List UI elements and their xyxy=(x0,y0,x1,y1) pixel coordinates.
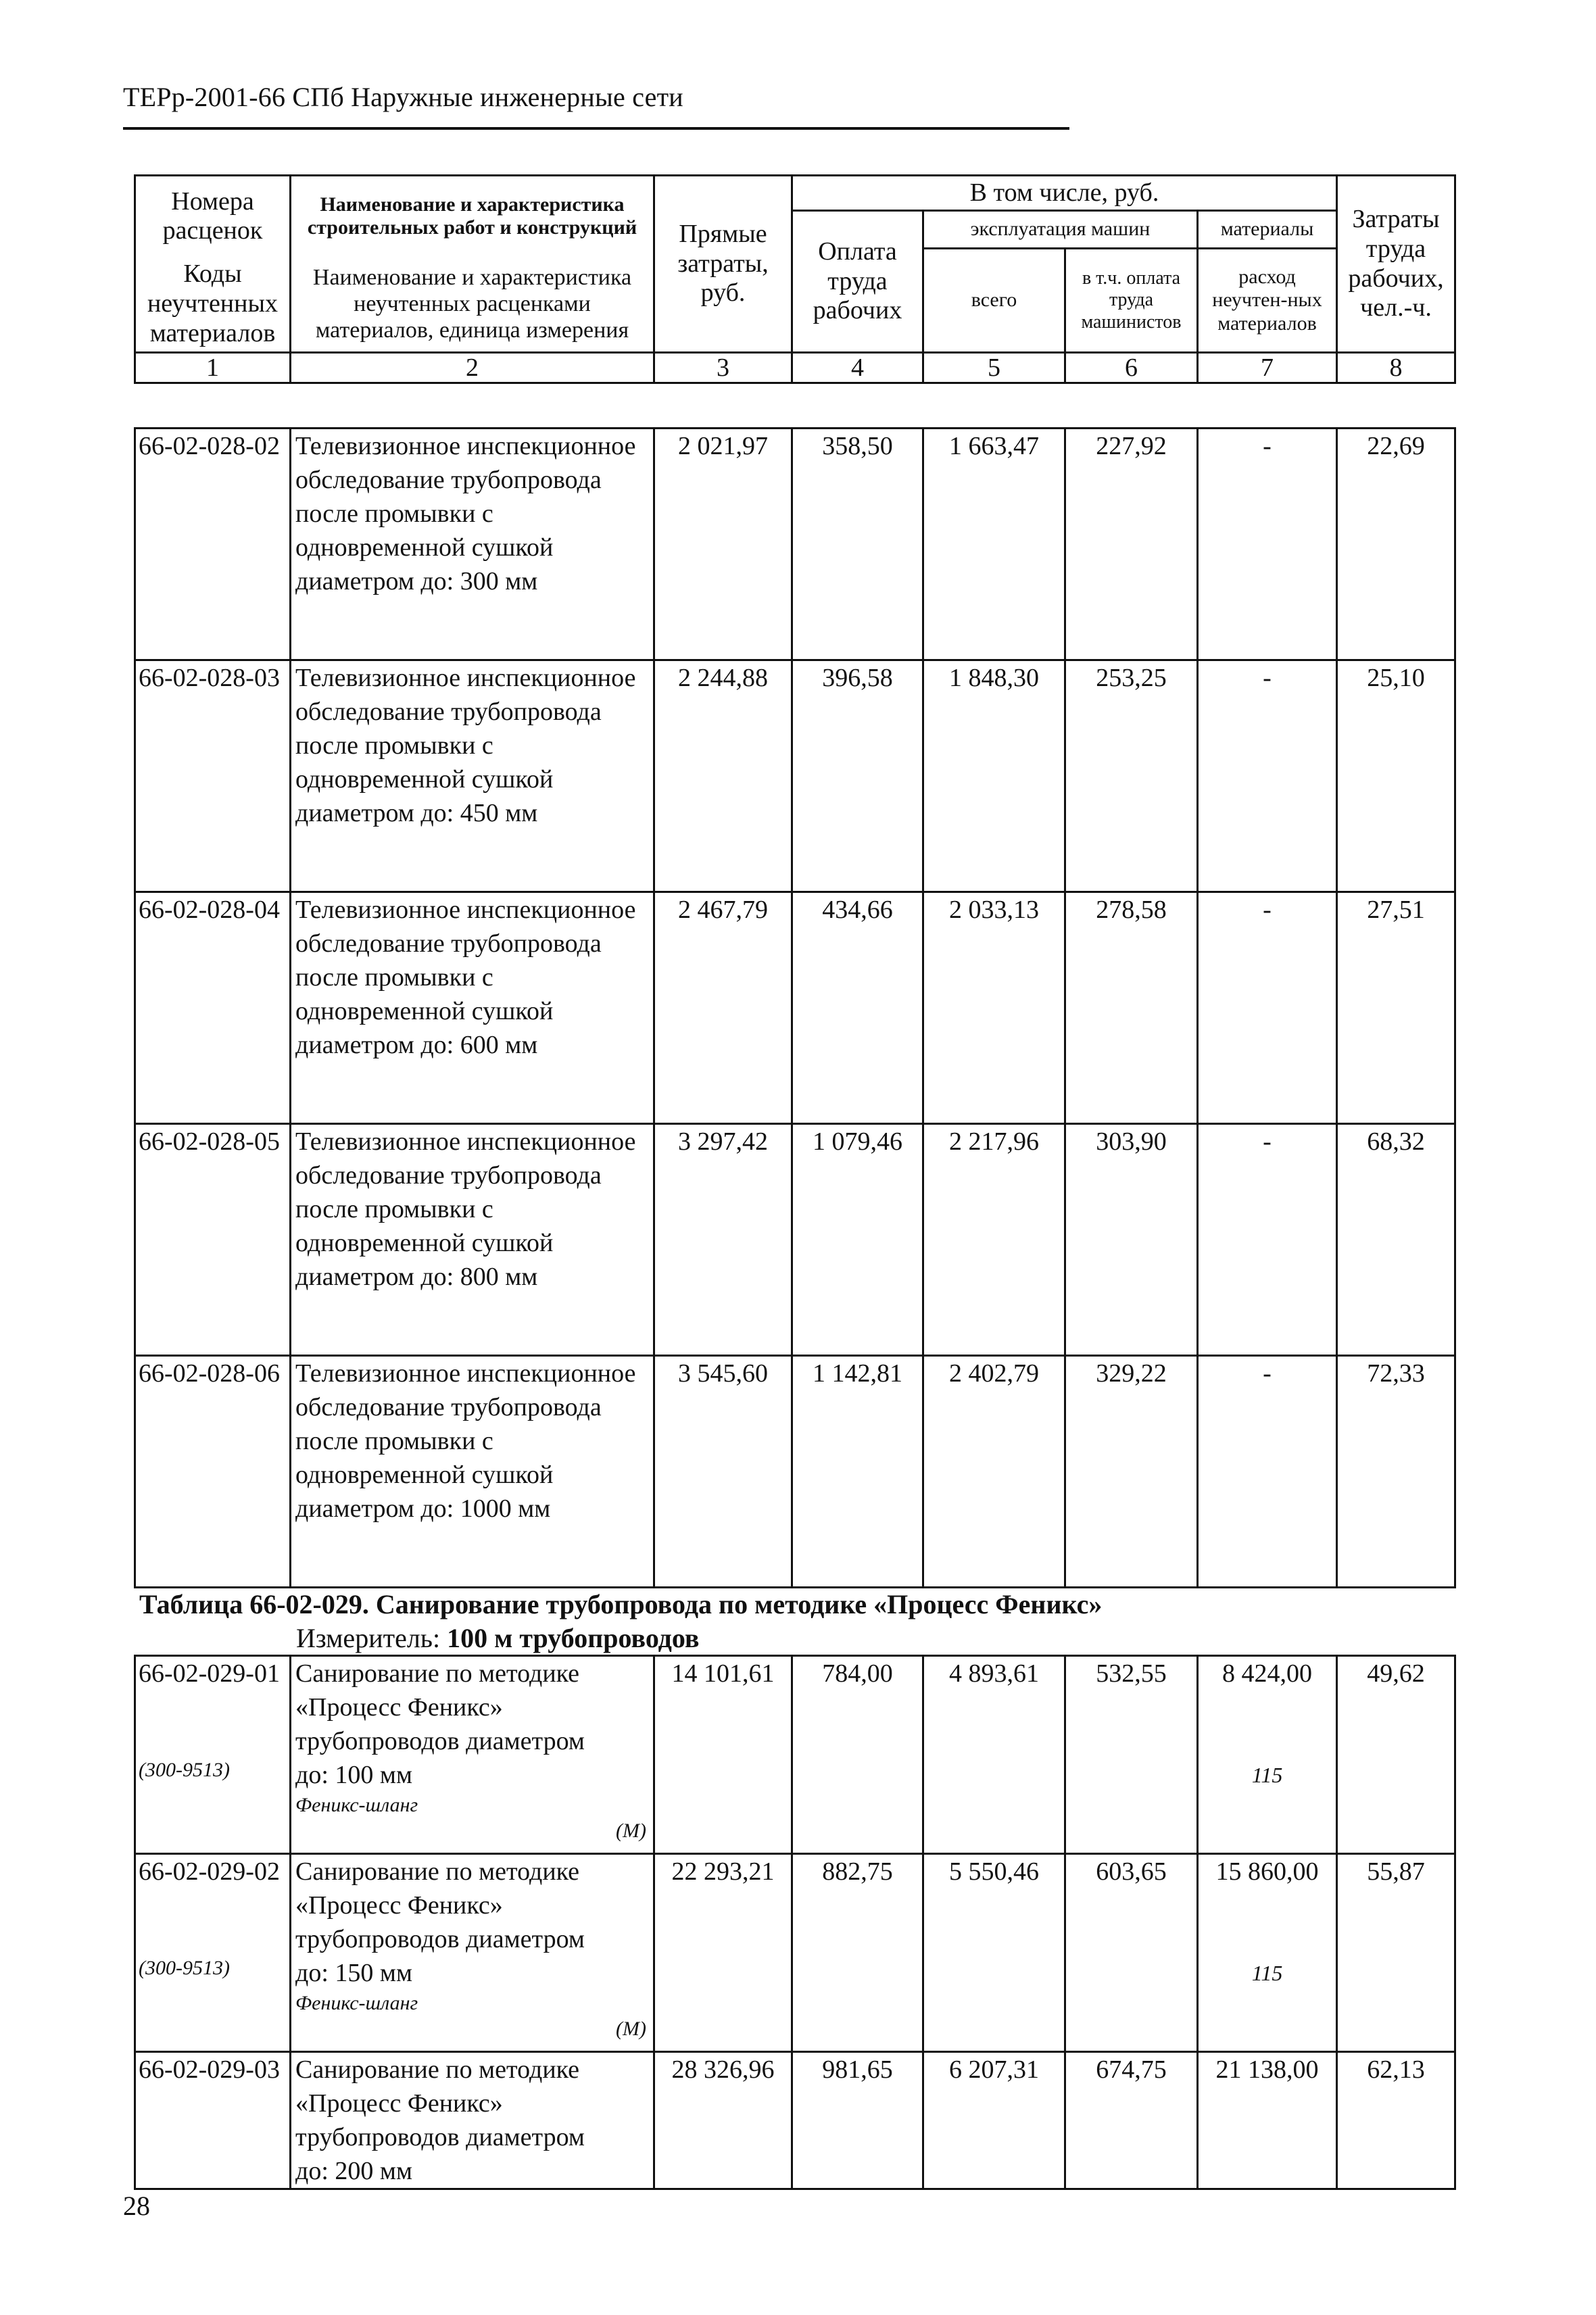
row-hours: 49,62 xyxy=(1337,1656,1455,1854)
row-direct: 3 297,42 xyxy=(654,1124,792,1356)
row-mach-total: 2 217,96 xyxy=(923,1124,1065,1356)
header-col8: Затраты труда рабочих, чел.-ч. xyxy=(1337,176,1455,353)
row-mach-labor: 603,65 xyxy=(1065,1854,1198,2052)
row-labor: 1 142,81 xyxy=(792,1356,923,1588)
material-qty: 115 xyxy=(1251,1961,1283,1985)
row-name: Телевизионное инспекционное обследование трубопровода после промывки с одновременной сушкой диаметром до: 300 мм xyxy=(291,429,654,660)
row-hours: 62,13 xyxy=(1337,2052,1455,2189)
row-hours: 55,87 xyxy=(1337,1854,1455,2052)
material-qty: 115 xyxy=(1251,1763,1283,1787)
col-number: 5 xyxy=(923,353,1065,383)
row-name: Санирование по методике «Процесс Феникс» трубопроводов диаметром до: 200 мм xyxy=(291,2052,654,2189)
row-labor: 981,65 xyxy=(792,2052,923,2189)
header-col5: всего xyxy=(923,249,1065,353)
page-number: 28 xyxy=(123,2191,150,2221)
header-col2-top: Наименование и характеристика строительных работ и конструкций xyxy=(291,176,654,257)
row-labor: 396,58 xyxy=(792,660,923,892)
table-row xyxy=(135,429,1455,660)
row-materials: - xyxy=(1198,1124,1337,1356)
row-mach-total: 2 033,13 xyxy=(923,892,1065,1124)
row-materials: 15 860,00 xyxy=(1215,1857,1319,1886)
row-code: 66-02-029-02 xyxy=(139,1857,280,1886)
header-col6: в т.ч. оплата труда машинистов xyxy=(1065,249,1198,353)
row-hours: 27,51 xyxy=(1337,892,1455,1124)
header-col3: Прямые затраты, руб. xyxy=(654,176,792,353)
row-mach-total: 1 663,47 xyxy=(923,429,1065,660)
header-table xyxy=(134,174,1456,384)
row-code: 66-02-028-05 xyxy=(135,1124,291,1356)
header-col1-bottom: Коды неучтенных материалов xyxy=(135,257,291,353)
row-direct: 2 467,79 xyxy=(654,892,792,1124)
meter-label: Измеритель: xyxy=(296,1623,441,1653)
row-mach-labor: 532,55 xyxy=(1065,1656,1198,1854)
col-number: 4 xyxy=(792,353,923,383)
row-name: Телевизионное инспекционное обследование трубопровода после промывки с одновременной сушкой диаметром до: 600 мм xyxy=(291,892,654,1124)
col-number: 3 xyxy=(654,353,792,383)
table-row xyxy=(135,1656,1455,1854)
row-mach-labor: 674,75 xyxy=(1065,2052,1198,2189)
row-code: 66-02-029-01 xyxy=(139,1659,280,1688)
meter-value: 100 м трубопроводов xyxy=(447,1623,700,1653)
header-col1-top: Номера расценок xyxy=(135,176,291,257)
col-number: 1 xyxy=(135,353,291,383)
row-labor: 434,66 xyxy=(792,892,923,1124)
row-direct: 2 244,88 xyxy=(654,660,792,892)
row-materials: 8 424,00 xyxy=(1222,1659,1312,1688)
header-col7: расход неучтен-ных материалов xyxy=(1198,249,1337,353)
header-group: В том числе, руб. xyxy=(792,176,1337,211)
header-materials: материалы xyxy=(1198,211,1337,249)
row-mach-labor: 329,22 xyxy=(1065,1356,1198,1588)
material-unit: (М) xyxy=(616,1820,646,1842)
row-direct: 3 545,60 xyxy=(654,1356,792,1588)
material-code: (300-9513) xyxy=(139,1759,230,1781)
table-028 xyxy=(134,427,1456,1588)
row-code: 66-02-028-03 xyxy=(135,660,291,892)
row-code: 66-02-028-02 xyxy=(135,429,291,660)
header-machines: эксплуатация машин xyxy=(923,211,1198,249)
row-hours: 68,32 xyxy=(1337,1124,1455,1356)
row-mach-labor: 227,92 xyxy=(1065,429,1198,660)
table-row xyxy=(135,2052,1455,2189)
row-hours: 72,33 xyxy=(1337,1356,1455,1588)
row-name: Телевизионное инспекционное обследование трубопровода после промывки с одновременной сушкой диаметром до: 450 мм xyxy=(291,660,654,892)
row-hours: 22,69 xyxy=(1337,429,1455,660)
row-materials: 21 138,00 xyxy=(1198,2052,1337,2189)
header-col2-bottom: Наименование и характеристика неучтенных расценками материалов, единица измерения xyxy=(291,257,654,353)
row-direct: 22 293,21 xyxy=(654,1854,792,2052)
header-rule xyxy=(123,127,1069,130)
row-materials: - xyxy=(1198,1356,1337,1588)
material-name: Феникс-шланг xyxy=(295,1992,418,2014)
row-mach-total: 2 402,79 xyxy=(923,1356,1065,1588)
row-direct: 14 101,61 xyxy=(654,1656,792,1854)
header-col4: Оплата труда рабочих xyxy=(792,211,923,353)
row-mach-total: 5 550,46 xyxy=(923,1854,1065,2052)
row-labor: 1 079,46 xyxy=(792,1124,923,1356)
table-029 xyxy=(134,1655,1456,2190)
material-code: (300-9513) xyxy=(139,1957,230,1979)
row-mach-total: 6 207,31 xyxy=(923,2052,1065,2189)
material-unit: (М) xyxy=(616,2018,646,2040)
row-code: 66-02-028-04 xyxy=(135,892,291,1124)
row-materials: - xyxy=(1198,892,1337,1124)
row-hours: 25,10 xyxy=(1337,660,1455,892)
table-029-meter xyxy=(296,1622,700,1654)
col-number: 7 xyxy=(1198,353,1337,383)
row-name: Санирование по методике «Процесс Феникс» трубопроводов диаметром до: 150 мм xyxy=(295,1857,585,1987)
row-name: Телевизионное инспекционное обследование трубопровода после промывки с одновременной сушкой диаметром до: 800 мм xyxy=(291,1124,654,1356)
row-name: Телевизионное инспекционное обследование трубопровода после промывки с одновременной сушкой диаметром до: 1000 мм xyxy=(291,1356,654,1588)
row-materials: - xyxy=(1198,660,1337,892)
row-mach-labor: 303,90 xyxy=(1065,1124,1198,1356)
row-mach-total: 4 893,61 xyxy=(923,1656,1065,1854)
row-direct: 28 326,96 xyxy=(654,2052,792,2189)
row-code: 66-02-029-03 xyxy=(135,2052,291,2189)
row-mach-labor: 278,58 xyxy=(1065,892,1198,1124)
material-name: Феникс-шланг xyxy=(295,1794,418,1816)
table-row xyxy=(135,892,1455,1124)
table-row xyxy=(135,1356,1455,1588)
row-code: 66-02-028-06 xyxy=(135,1356,291,1588)
row-direct: 2 021,97 xyxy=(654,429,792,660)
row-labor: 358,50 xyxy=(792,429,923,660)
running-head: ТЕРр-2001-66 СПб Наружные инженерные сети xyxy=(123,82,683,112)
table-row xyxy=(135,1854,1455,2052)
row-labor: 784,00 xyxy=(792,1656,923,1854)
row-mach-labor: 253,25 xyxy=(1065,660,1198,892)
table-029-title: Таблица 66-02-029. Санирование трубопровода по методике «Процесс Феникс» xyxy=(139,1589,1103,1619)
row-mach-total: 1 848,30 xyxy=(923,660,1065,892)
row-labor: 882,75 xyxy=(792,1854,923,2052)
row-name: Санирование по методике «Процесс Феникс» трубопроводов диаметром до: 100 мм xyxy=(295,1659,585,1789)
col-number: 2 xyxy=(291,353,654,383)
row-materials: - xyxy=(1198,429,1337,660)
table-row xyxy=(135,1124,1455,1356)
table-row xyxy=(135,660,1455,892)
col-number: 8 xyxy=(1337,353,1455,383)
col-number: 6 xyxy=(1065,353,1198,383)
